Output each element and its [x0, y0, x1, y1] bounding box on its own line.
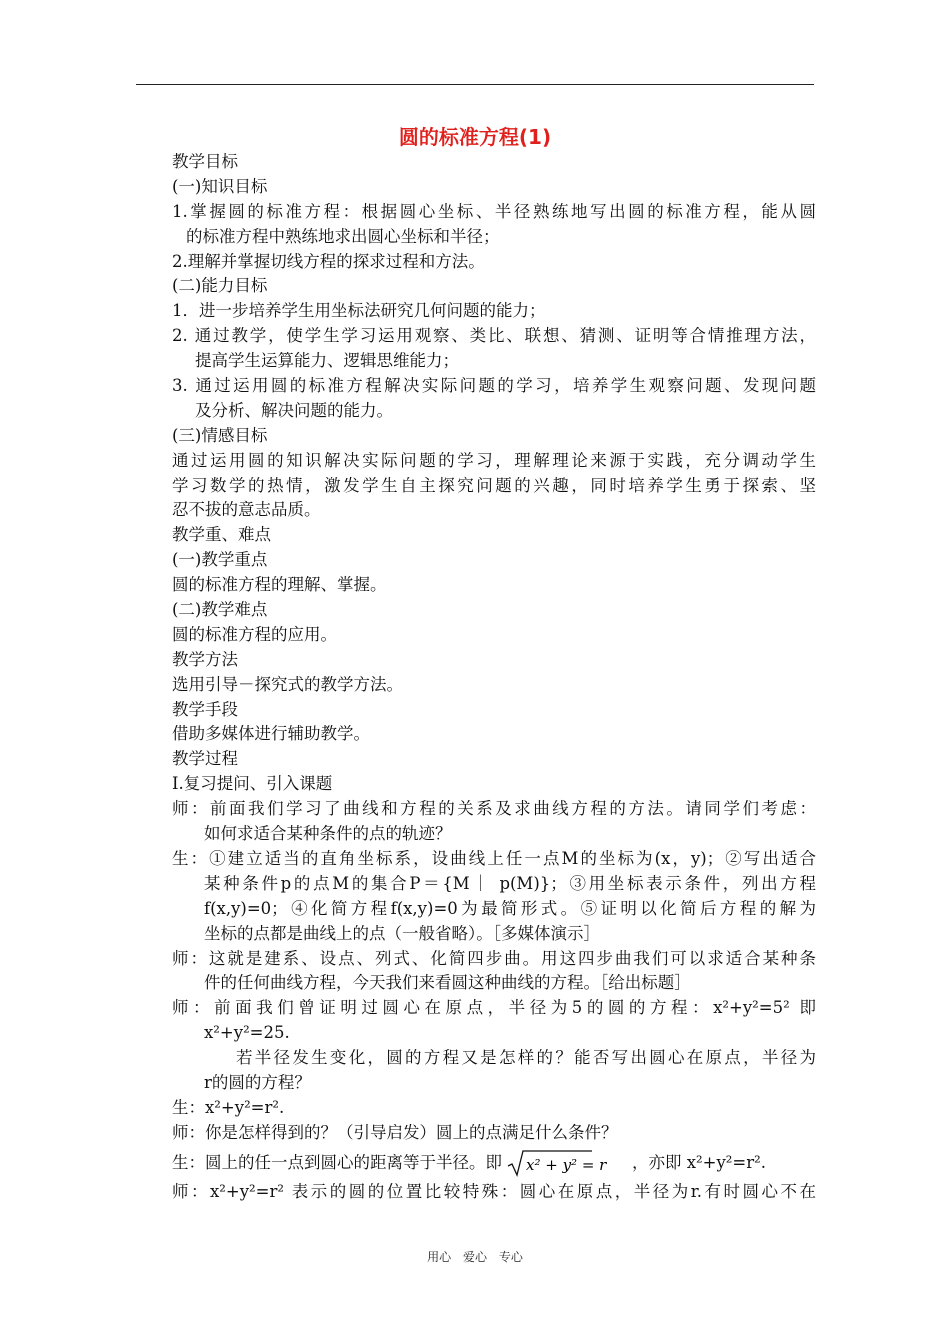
document-line: 某种条件p的点M的集合P＝{M｜ p(M)}；③用坐标表示条件，列出方程: [204, 873, 816, 893]
document-line: 提高学生运算能力、逻辑思维能力；: [195, 351, 459, 371]
document-line: 圆的标准方程的应用。: [172, 624, 337, 644]
document-line: 借助多媒体进行辅助教学。: [172, 724, 370, 744]
document-line: 教学重、难点: [172, 525, 271, 545]
footer-text-3: 专心: [498, 1250, 523, 1264]
document-line: 圆的标准方程的理解、掌握。: [172, 575, 387, 595]
document-line: (二)教学难点: [172, 600, 268, 620]
document-line: 学习数学的热情，激发学生自主探究问题的兴趣，同时培养学生勇于探索、坚: [172, 475, 816, 495]
document-line: 2. 通过教学，使学生学习运用观察、类比、联想、猜测、证明等合情推理方法，: [172, 326, 816, 346]
document-line: 若半径发生变化，圆的方程又是怎样的？能否写出圆心在原点，半径为: [236, 1048, 816, 1068]
document-line: 忍不拔的意志品质。: [172, 500, 321, 520]
document-line: r的圆的方程？: [204, 1072, 311, 1092]
sqrt-formula: [506, 1149, 628, 1177]
document-line: [172, 1146, 816, 1180]
document-line: 教学手段: [172, 699, 238, 719]
document-line: Ⅰ.复习提问、引入课题: [172, 774, 333, 794]
sqrt-line-before: 生：圆上的任一点到圆心的距离等于半径。即: [172, 1152, 502, 1172]
footer-text-2: 爱心: [462, 1250, 487, 1264]
document-line: 选用引导－探究式的教学方法。: [172, 674, 403, 694]
page-footer: [0, 1248, 950, 1265]
document-line: (一)知识目标: [172, 176, 268, 196]
document-line: 师：前面我们学习了曲线和方程的关系及求曲线方程的方法。请同学们考虑：: [172, 799, 816, 819]
document-line: 1.掌握圆的标准方程：根据圆心坐标、半径熟练地写出圆的标准方程，能从圆: [172, 201, 816, 221]
document-line: 3. 通过运用圆的标准方程解决实际问题的学习，培养学生观察问题、发现问题: [172, 376, 816, 396]
document-line: 师：这就是建系、设点、列式、化简四步曲。用这四步曲我们可以求适合某种条: [172, 948, 816, 968]
document-line: x²+y²=25.: [204, 1023, 290, 1043]
header-rule: [136, 84, 814, 85]
page-title: 圆的标准方程(1): [398, 125, 552, 149]
document-line: 教学目标: [172, 152, 238, 171]
sqrt-formula-text: x² + y² = r: [526, 1156, 607, 1175]
document-line: 通过运用圆的知识解决实际问题的学习，理解理论来源于实践，充分调动学生: [172, 450, 816, 470]
document-line: 师：x²+y²=r² 表示的圆的位置比较特殊：圆心在原点，半径为r.有时圆心不在: [172, 1181, 816, 1201]
document-line: (一)教学重点: [172, 550, 268, 570]
document-line: 及分析、解决问题的能力。: [195, 400, 393, 420]
document-line: 师：你是怎样得到的？（引导启发）圆上的点满足什么条件？: [172, 1122, 618, 1142]
document-body: [172, 150, 816, 1205]
document-line: 的标准方程中熟练地求出圆心坐标和半径；: [186, 226, 500, 246]
footer-text-1: 用心: [427, 1250, 452, 1264]
sqrt-line-after: ，亦即 x²+y²=r².: [632, 1152, 766, 1172]
document-line: 教学方法: [172, 649, 238, 669]
document-line: f(x,y)=0；④化简方程f(x,y)=0为最简形式。⑤证明以化简后方程的解为: [204, 898, 816, 918]
document-line: 1．进一步培养学生用坐标法研究几何问题的能力；: [172, 301, 546, 321]
document-line: 件的任何曲线方程，今天我们来看圆这种曲线的方程。［给出标题］: [204, 973, 691, 993]
document-line: 如何求适合某种条件的点的轨迹？: [204, 824, 452, 844]
document-line: 2.理解并掌握切线方程的探求过程和方法。: [172, 251, 485, 271]
document-line: 教学过程: [172, 749, 238, 769]
document-line: 生：①建立适当的直角坐标系，设曲线上任一点M的坐标为(x，y)；②写出适合: [172, 848, 816, 868]
document-line: (二)能力目标: [172, 276, 268, 296]
document-line: (三)情感目标: [172, 425, 268, 445]
document-line: 生：x²+y²=r².: [172, 1097, 285, 1117]
document-line: 师：前面我们曾证明过圆心在原点，半径为5的圆的方程：x²+y²=5² 即: [172, 998, 816, 1018]
document-line: 坐标的点都是曲线上的点（一般省略）。［多媒体演示］: [204, 923, 600, 943]
